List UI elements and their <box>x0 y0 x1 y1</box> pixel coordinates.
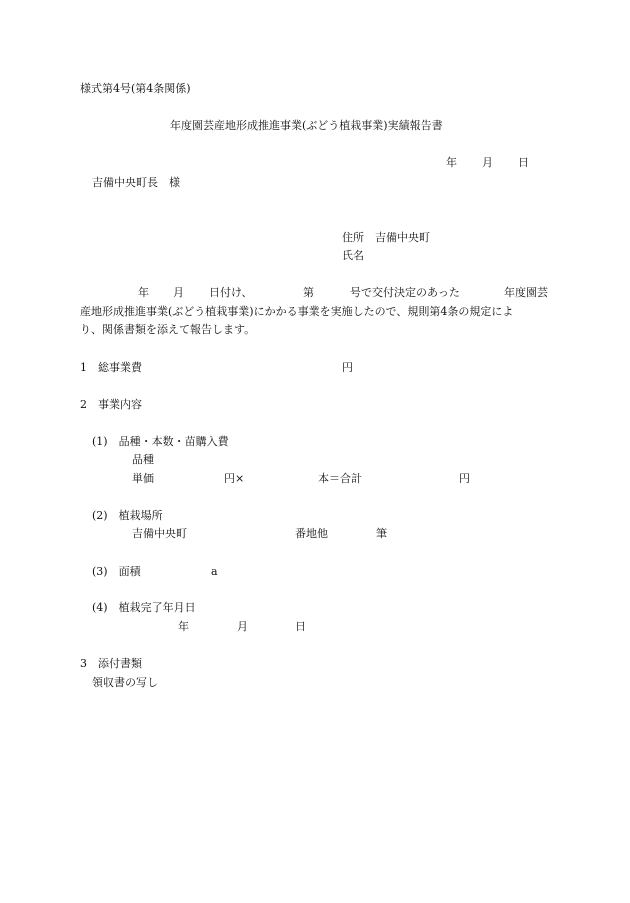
section-3-label: 3 添付書類 <box>80 657 142 670</box>
date-year: 年 <box>446 156 457 169</box>
body-year: 年 <box>138 286 149 299</box>
applicant-address: 住所 吉備中央町 <box>342 231 430 244</box>
item-3-unit: a <box>211 565 218 578</box>
section-1-label: 1 総事業費 <box>80 361 142 374</box>
item-4-label: (4) 植栽完了年月日 <box>92 601 196 614</box>
item-1-yen: 円 <box>459 472 470 485</box>
body-line-2: 産地形成推進事業(ぶどう植栽事業)にかかる事業を実施したので、規則第4条の規定によ <box>80 305 514 318</box>
body-line-3: り、関係書類を添えて報告します。 <box>80 323 256 336</box>
item-1-count-total: 本＝合計 <box>318 472 362 485</box>
date-month: 月 <box>482 156 493 169</box>
item-1-label: (1) 品種・本数・苗購入費 <box>92 435 229 448</box>
body-nendo: 年度園芸 <box>504 286 548 299</box>
date-day: 日 <box>518 156 529 169</box>
section-2-label: 2 事業内容 <box>80 398 142 411</box>
body-month: 月 <box>173 286 184 299</box>
body-dai: 第 <box>303 286 314 299</box>
item-1-variety: 品種 <box>132 453 154 466</box>
section-1-unit: 円 <box>342 361 353 374</box>
body-day-attached: 日付け、 <box>209 286 253 299</box>
item-4-month: 月 <box>237 620 248 633</box>
item-4-day: 日 <box>295 620 306 633</box>
item-1-yen-times: 円× <box>224 472 245 485</box>
addressee: 吉備中央町長 様 <box>92 176 180 189</box>
item-3-label: (3) 面積 <box>92 565 141 578</box>
body-gou: 号で交付決定のあった <box>350 286 460 299</box>
section-3-item: 領収書の写し <box>92 676 158 689</box>
document-title: 年度園芸産地形成推進事業(ぶどう植栽事業)実績報告書 <box>170 119 443 132</box>
item-2-banchi: 番地他 <box>295 527 328 540</box>
item-1-unit-price: 単価 <box>132 472 154 485</box>
item-2-town: 吉備中央町 <box>132 527 187 540</box>
applicant-name: 氏名 <box>342 249 364 262</box>
item-2-hitsu: 筆 <box>376 527 387 540</box>
item-2-label: (2) 植栽場所 <box>92 509 163 522</box>
form-number: 様式第4号(第4条関係) <box>80 82 191 95</box>
item-4-year: 年 <box>178 620 189 633</box>
